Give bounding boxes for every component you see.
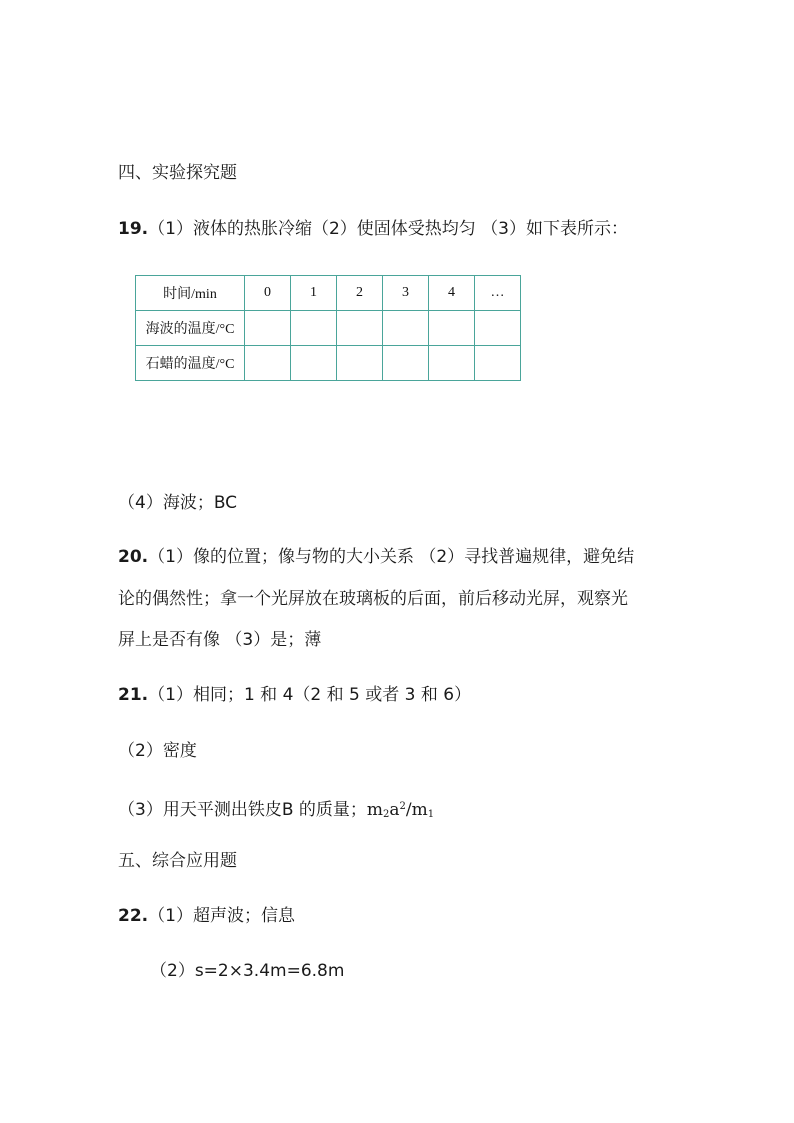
table-header-row bbox=[136, 276, 521, 311]
table-cell bbox=[475, 346, 521, 381]
q20-line1 bbox=[118, 546, 634, 568]
q22-number: 22. bbox=[118, 906, 149, 926]
table-cell bbox=[245, 311, 291, 346]
table-cell bbox=[383, 311, 429, 346]
q20-line3: 屏上是否有像 （3）是；薄 bbox=[118, 630, 322, 650]
q19-line bbox=[118, 218, 628, 240]
table-row bbox=[136, 346, 521, 381]
q22-line2: （2）s=2×3.4m=6.8m bbox=[150, 961, 345, 981]
q20-text-1: （1）像的位置；像与物的大小关系 （2）寻找普遍规律，避免结 bbox=[148, 547, 635, 567]
section-4-title: 四、实验探究题 bbox=[118, 163, 237, 183]
table-cell bbox=[291, 311, 337, 346]
q20-line2: 论的偶然性；拿一个光屏放在玻璃板的后面，前后移动光屏，观察光 bbox=[118, 589, 628, 609]
q19-number: 19. bbox=[118, 219, 149, 239]
table-row bbox=[136, 311, 521, 346]
q21-line2: （2）密度 bbox=[118, 741, 197, 761]
table-cell bbox=[383, 346, 429, 381]
section-5-title: 五、综合应用题 bbox=[118, 851, 237, 871]
q21-number: 21. bbox=[118, 685, 149, 705]
table-header-cell: 2 bbox=[337, 276, 383, 311]
table-header-cell: 1 bbox=[291, 276, 337, 311]
q22-line1 bbox=[118, 905, 295, 927]
q21-line3 bbox=[118, 796, 434, 826]
q21-line1 bbox=[118, 684, 471, 706]
table-header-cell: … bbox=[475, 276, 521, 311]
table-header-cell: 4 bbox=[429, 276, 475, 311]
table-cell bbox=[337, 346, 383, 381]
table-cell bbox=[337, 311, 383, 346]
table-cell bbox=[291, 346, 337, 381]
table-cell bbox=[429, 346, 475, 381]
table-cell bbox=[475, 311, 521, 346]
row-label-shila: 石蜡的温度/°C bbox=[136, 346, 245, 381]
q21-text-3: （3）用天平测出铁皮B 的质量； bbox=[118, 800, 367, 820]
row-label-haibo: 海波的温度/°C bbox=[136, 311, 245, 346]
q22-text-1: （1）超声波；信息 bbox=[148, 906, 295, 926]
temperature-table bbox=[135, 275, 521, 381]
table-cell bbox=[429, 311, 475, 346]
table-header-cell: 时间/min bbox=[136, 276, 245, 311]
q19-part4: （4）海波；BC bbox=[118, 493, 238, 513]
table-cell bbox=[245, 346, 291, 381]
q20-number: 20. bbox=[118, 547, 149, 567]
table-header-cell: 3 bbox=[383, 276, 429, 311]
q21-text-1: （1）相同；1 和 4（2 和 5 或者 3 和 6） bbox=[148, 685, 472, 705]
q21-formula: $m_2a^2/m_1$ bbox=[366, 800, 435, 820]
table-header-cell: 0 bbox=[245, 276, 291, 311]
q19-text: （1）液体的热胀冷缩（2）使固体受热均匀 （3）如下表所示： bbox=[148, 219, 628, 239]
